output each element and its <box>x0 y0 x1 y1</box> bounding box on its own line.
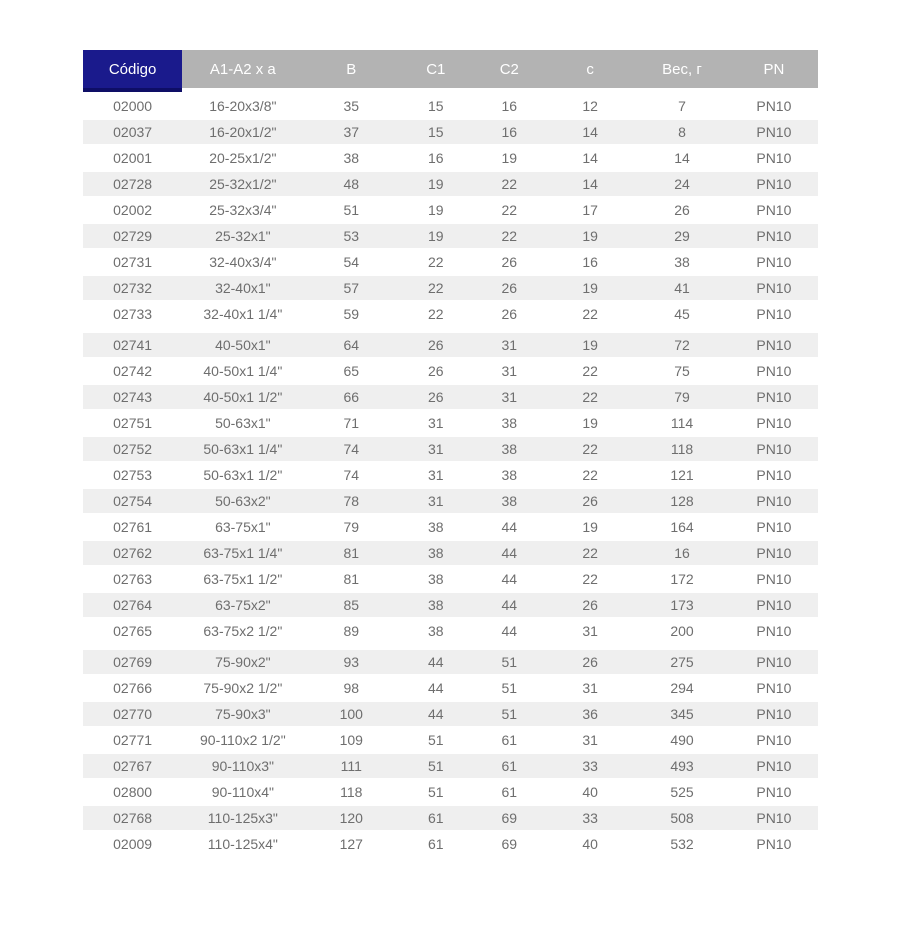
cell-size: 75-90x2" <box>182 650 303 674</box>
cell-size: 25-32x1/2" <box>182 172 303 196</box>
cell-pn: PN10 <box>730 676 818 700</box>
cell-size: 63-75x2 1/2" <box>182 619 303 643</box>
cell-c2: 26 <box>473 276 547 300</box>
table-row <box>83 780 818 804</box>
cell-c: 16 <box>546 250 634 274</box>
cell-size: 16-20x3/8" <box>182 94 303 118</box>
cell-weight: 173 <box>634 593 730 617</box>
cell-weight: 525 <box>634 780 730 804</box>
cell-c2: 44 <box>473 567 547 591</box>
cell-size: 40-50x1 1/2" <box>182 385 303 409</box>
cell-c1: 61 <box>399 806 473 830</box>
cell-weight: 38 <box>634 250 730 274</box>
cell-pn: PN10 <box>730 463 818 487</box>
cell-b: 54 <box>303 250 399 274</box>
cell-size: 40-50x1" <box>182 333 303 357</box>
cell-c: 31 <box>546 728 634 752</box>
cell-b: 65 <box>303 359 399 383</box>
cell-c1: 38 <box>399 567 473 591</box>
column-header-c1: C1 <box>399 50 473 92</box>
cell-pn: PN10 <box>730 832 818 856</box>
cell-size: 40-50x1 1/4" <box>182 359 303 383</box>
table-row <box>83 94 818 118</box>
cell-c1: 31 <box>399 411 473 435</box>
cell-size: 32-40x1" <box>182 276 303 300</box>
cell-code: 02770 <box>83 702 182 726</box>
cell-c1: 19 <box>399 224 473 248</box>
cell-b: 64 <box>303 333 399 357</box>
cell-b: 38 <box>303 146 399 170</box>
cell-code: 02000 <box>83 94 182 118</box>
table-header <box>83 50 818 92</box>
cell-weight: 294 <box>634 676 730 700</box>
cell-c2: 44 <box>473 541 547 565</box>
cell-size: 110-125x4" <box>182 832 303 856</box>
table-row <box>83 463 818 487</box>
group-separator <box>83 645 818 648</box>
table-row <box>83 619 818 643</box>
cell-c1: 15 <box>399 94 473 118</box>
cell-b: 48 <box>303 172 399 196</box>
cell-code: 02761 <box>83 515 182 539</box>
cell-code: 02767 <box>83 754 182 778</box>
cell-c2: 44 <box>473 515 547 539</box>
cell-pn: PN10 <box>730 702 818 726</box>
cell-b: 37 <box>303 120 399 144</box>
cell-b: 100 <box>303 702 399 726</box>
cell-code: 02037 <box>83 120 182 144</box>
cell-weight: 493 <box>634 754 730 778</box>
cell-size: 32-40x1 1/4" <box>182 302 303 326</box>
cell-weight: 75 <box>634 359 730 383</box>
cell-c2: 44 <box>473 619 547 643</box>
cell-size: 90-110x2 1/2" <box>182 728 303 752</box>
cell-code: 02762 <box>83 541 182 565</box>
cell-pn: PN10 <box>730 198 818 222</box>
cell-pn: PN10 <box>730 333 818 357</box>
table-row <box>83 333 818 357</box>
cell-c2: 38 <box>473 463 547 487</box>
table-row <box>83 832 818 856</box>
cell-c1: 16 <box>399 146 473 170</box>
cell-size: 90-110x3" <box>182 754 303 778</box>
cell-pn: PN10 <box>730 541 818 565</box>
cell-size: 50-63x1 1/2" <box>182 463 303 487</box>
cell-size: 90-110x4" <box>182 780 303 804</box>
cell-c1: 51 <box>399 780 473 804</box>
cell-c: 31 <box>546 676 634 700</box>
column-header-c: c <box>546 50 634 92</box>
cell-code: 02763 <box>83 567 182 591</box>
table-row <box>83 437 818 461</box>
cell-b: 74 <box>303 463 399 487</box>
column-header-pn: PN <box>730 50 818 92</box>
group-separator <box>83 328 818 331</box>
cell-c: 14 <box>546 120 634 144</box>
cell-size: 75-90x3" <box>182 702 303 726</box>
cell-weight: 8 <box>634 120 730 144</box>
cell-pn: PN10 <box>730 437 818 461</box>
cell-c: 40 <box>546 832 634 856</box>
cell-c: 26 <box>546 489 634 513</box>
cell-b: 66 <box>303 385 399 409</box>
table-row <box>83 359 818 383</box>
table-row <box>83 806 818 830</box>
cell-code: 02754 <box>83 489 182 513</box>
cell-code: 02731 <box>83 250 182 274</box>
table-row <box>83 146 818 170</box>
cell-weight: 79 <box>634 385 730 409</box>
cell-c2: 26 <box>473 302 547 326</box>
cell-c1: 15 <box>399 120 473 144</box>
cell-weight: 345 <box>634 702 730 726</box>
cell-c: 19 <box>546 224 634 248</box>
cell-code: 02769 <box>83 650 182 674</box>
cell-weight: 45 <box>634 302 730 326</box>
cell-c1: 22 <box>399 250 473 274</box>
cell-c1: 51 <box>399 754 473 778</box>
cell-c: 26 <box>546 593 634 617</box>
cell-b: 109 <box>303 728 399 752</box>
cell-c1: 61 <box>399 832 473 856</box>
column-header-size: A1-A2 x a <box>182 50 303 92</box>
cell-pn: PN10 <box>730 224 818 248</box>
cell-c: 22 <box>546 359 634 383</box>
cell-pn: PN10 <box>730 359 818 383</box>
cell-size: 63-75x1 1/2" <box>182 567 303 591</box>
table-row <box>83 541 818 565</box>
cell-b: 118 <box>303 780 399 804</box>
cell-c: 19 <box>546 333 634 357</box>
cell-c2: 22 <box>473 224 547 248</box>
cell-b: 57 <box>303 276 399 300</box>
cell-weight: 121 <box>634 463 730 487</box>
cell-pn: PN10 <box>730 94 818 118</box>
cell-b: 111 <box>303 754 399 778</box>
cell-c1: 44 <box>399 650 473 674</box>
table-row <box>83 302 818 326</box>
table-body <box>83 94 818 856</box>
cell-code: 02733 <box>83 302 182 326</box>
table-row <box>83 650 818 674</box>
cell-b: 35 <box>303 94 399 118</box>
cell-c2: 69 <box>473 806 547 830</box>
cell-b: 120 <box>303 806 399 830</box>
cell-c: 31 <box>546 619 634 643</box>
cell-weight: 490 <box>634 728 730 752</box>
cell-pn: PN10 <box>730 385 818 409</box>
cell-c: 12 <box>546 94 634 118</box>
cell-pn: PN10 <box>730 276 818 300</box>
cell-size: 32-40x3/4" <box>182 250 303 274</box>
cell-c1: 26 <box>399 333 473 357</box>
cell-code: 02002 <box>83 198 182 222</box>
table-row <box>83 224 818 248</box>
cell-weight: 72 <box>634 333 730 357</box>
cell-c: 26 <box>546 650 634 674</box>
cell-code: 02751 <box>83 411 182 435</box>
cell-pn: PN10 <box>730 411 818 435</box>
table-row <box>83 276 818 300</box>
column-header-weight: Вес, г <box>634 50 730 92</box>
cell-code: 02728 <box>83 172 182 196</box>
cell-c2: 22 <box>473 172 547 196</box>
cell-c2: 22 <box>473 198 547 222</box>
cell-c1: 38 <box>399 593 473 617</box>
cell-pn: PN10 <box>730 567 818 591</box>
cell-c: 19 <box>546 276 634 300</box>
cell-weight: 172 <box>634 567 730 591</box>
cell-c1: 26 <box>399 385 473 409</box>
cell-c1: 19 <box>399 198 473 222</box>
cell-b: 74 <box>303 437 399 461</box>
cell-c2: 38 <box>473 411 547 435</box>
cell-b: 127 <box>303 832 399 856</box>
cell-c: 17 <box>546 198 634 222</box>
cell-c: 19 <box>546 515 634 539</box>
cell-b: 71 <box>303 411 399 435</box>
cell-c1: 19 <box>399 172 473 196</box>
cell-code: 02742 <box>83 359 182 383</box>
cell-pn: PN10 <box>730 619 818 643</box>
cell-b: 81 <box>303 567 399 591</box>
cell-code: 02764 <box>83 593 182 617</box>
table-row <box>83 385 818 409</box>
cell-b: 98 <box>303 676 399 700</box>
cell-code: 02771 <box>83 728 182 752</box>
cell-code: 02741 <box>83 333 182 357</box>
cell-size: 50-63x1" <box>182 411 303 435</box>
cell-pn: PN10 <box>730 650 818 674</box>
table-row <box>83 489 818 513</box>
cell-c2: 26 <box>473 250 547 274</box>
cell-code: 02729 <box>83 224 182 248</box>
table-row <box>83 411 818 435</box>
cell-size: 50-63x1 1/4" <box>182 437 303 461</box>
cell-c1: 38 <box>399 541 473 565</box>
cell-c: 22 <box>546 463 634 487</box>
cell-b: 85 <box>303 593 399 617</box>
cell-c2: 69 <box>473 832 547 856</box>
cell-b: 89 <box>303 619 399 643</box>
cell-c2: 38 <box>473 437 547 461</box>
cell-weight: 118 <box>634 437 730 461</box>
cell-b: 51 <box>303 198 399 222</box>
cell-b: 78 <box>303 489 399 513</box>
cell-pn: PN10 <box>730 489 818 513</box>
cell-pn: PN10 <box>730 172 818 196</box>
cell-size: 20-25x1/2" <box>182 146 303 170</box>
column-header-b: B <box>303 50 399 92</box>
group-separator-cell <box>83 328 818 331</box>
header-row <box>83 50 818 92</box>
cell-pn: PN10 <box>730 728 818 752</box>
cell-weight: 532 <box>634 832 730 856</box>
cell-c2: 61 <box>473 728 547 752</box>
cell-code: 02743 <box>83 385 182 409</box>
cell-size: 63-75x1" <box>182 515 303 539</box>
table-row <box>83 198 818 222</box>
cell-c: 22 <box>546 437 634 461</box>
cell-weight: 29 <box>634 224 730 248</box>
cell-weight: 128 <box>634 489 730 513</box>
cell-c1: 38 <box>399 619 473 643</box>
cell-pn: PN10 <box>730 780 818 804</box>
cell-size: 63-75x1 1/4" <box>182 541 303 565</box>
cell-b: 59 <box>303 302 399 326</box>
cell-c: 36 <box>546 702 634 726</box>
cell-code: 02753 <box>83 463 182 487</box>
cell-c2: 61 <box>473 754 547 778</box>
cell-c2: 16 <box>473 120 547 144</box>
cell-c2: 31 <box>473 359 547 383</box>
cell-pn: PN10 <box>730 593 818 617</box>
cell-code: 02765 <box>83 619 182 643</box>
cell-c2: 31 <box>473 385 547 409</box>
cell-c2: 51 <box>473 650 547 674</box>
cell-pn: PN10 <box>730 806 818 830</box>
cell-c1: 22 <box>399 276 473 300</box>
cell-c1: 44 <box>399 676 473 700</box>
cell-code: 02766 <box>83 676 182 700</box>
cell-size: 110-125x3" <box>182 806 303 830</box>
table-row <box>83 172 818 196</box>
cell-size: 25-32x3/4" <box>182 198 303 222</box>
cell-weight: 7 <box>634 94 730 118</box>
cell-c: 33 <box>546 806 634 830</box>
cell-size: 50-63x2" <box>182 489 303 513</box>
cell-b: 53 <box>303 224 399 248</box>
table-row <box>83 754 818 778</box>
table-row <box>83 567 818 591</box>
cell-c: 14 <box>546 172 634 196</box>
cell-weight: 164 <box>634 515 730 539</box>
cell-c: 33 <box>546 754 634 778</box>
cell-c1: 44 <box>399 702 473 726</box>
cell-b: 81 <box>303 541 399 565</box>
cell-c: 22 <box>546 567 634 591</box>
cell-c2: 51 <box>473 702 547 726</box>
cell-weight: 41 <box>634 276 730 300</box>
cell-weight: 508 <box>634 806 730 830</box>
cell-c: 22 <box>546 541 634 565</box>
cell-c1: 22 <box>399 302 473 326</box>
cell-c1: 38 <box>399 515 473 539</box>
cell-c2: 61 <box>473 780 547 804</box>
spec-table <box>83 48 818 858</box>
cell-weight: 275 <box>634 650 730 674</box>
cell-c1: 26 <box>399 359 473 383</box>
cell-b: 93 <box>303 650 399 674</box>
table-row <box>83 120 818 144</box>
cell-pn: PN10 <box>730 146 818 170</box>
cell-weight: 114 <box>634 411 730 435</box>
cell-weight: 200 <box>634 619 730 643</box>
cell-size: 75-90x2 1/2" <box>182 676 303 700</box>
cell-size: 16-20x1/2" <box>182 120 303 144</box>
table-row <box>83 250 818 274</box>
cell-size: 63-75x2" <box>182 593 303 617</box>
cell-c: 19 <box>546 411 634 435</box>
cell-b: 79 <box>303 515 399 539</box>
cell-pn: PN10 <box>730 754 818 778</box>
table-row <box>83 593 818 617</box>
cell-size: 25-32x1" <box>182 224 303 248</box>
column-header-codigo: Código <box>83 50 182 92</box>
cell-c1: 31 <box>399 463 473 487</box>
table-row <box>83 676 818 700</box>
table-row <box>83 702 818 726</box>
cell-c2: 51 <box>473 676 547 700</box>
cell-c2: 16 <box>473 94 547 118</box>
cell-c1: 51 <box>399 728 473 752</box>
column-header-c2: C2 <box>473 50 547 92</box>
cell-code: 02732 <box>83 276 182 300</box>
group-separator-cell <box>83 645 818 648</box>
table-row <box>83 728 818 752</box>
cell-code: 02752 <box>83 437 182 461</box>
table-row <box>83 515 818 539</box>
cell-code: 02009 <box>83 832 182 856</box>
cell-c1: 31 <box>399 489 473 513</box>
cell-code: 02768 <box>83 806 182 830</box>
cell-weight: 24 <box>634 172 730 196</box>
cell-weight: 16 <box>634 541 730 565</box>
cell-c2: 38 <box>473 489 547 513</box>
cell-pn: PN10 <box>730 515 818 539</box>
cell-weight: 26 <box>634 198 730 222</box>
cell-code: 02001 <box>83 146 182 170</box>
cell-c2: 19 <box>473 146 547 170</box>
cell-weight: 14 <box>634 146 730 170</box>
cell-c1: 31 <box>399 437 473 461</box>
cell-pn: PN10 <box>730 250 818 274</box>
cell-c: 40 <box>546 780 634 804</box>
cell-c: 22 <box>546 302 634 326</box>
cell-code: 02800 <box>83 780 182 804</box>
cell-pn: PN10 <box>730 302 818 326</box>
cell-c2: 31 <box>473 333 547 357</box>
cell-c: 22 <box>546 385 634 409</box>
cell-c2: 44 <box>473 593 547 617</box>
cell-c: 14 <box>546 146 634 170</box>
cell-pn: PN10 <box>730 120 818 144</box>
spec-table-container <box>83 48 818 858</box>
